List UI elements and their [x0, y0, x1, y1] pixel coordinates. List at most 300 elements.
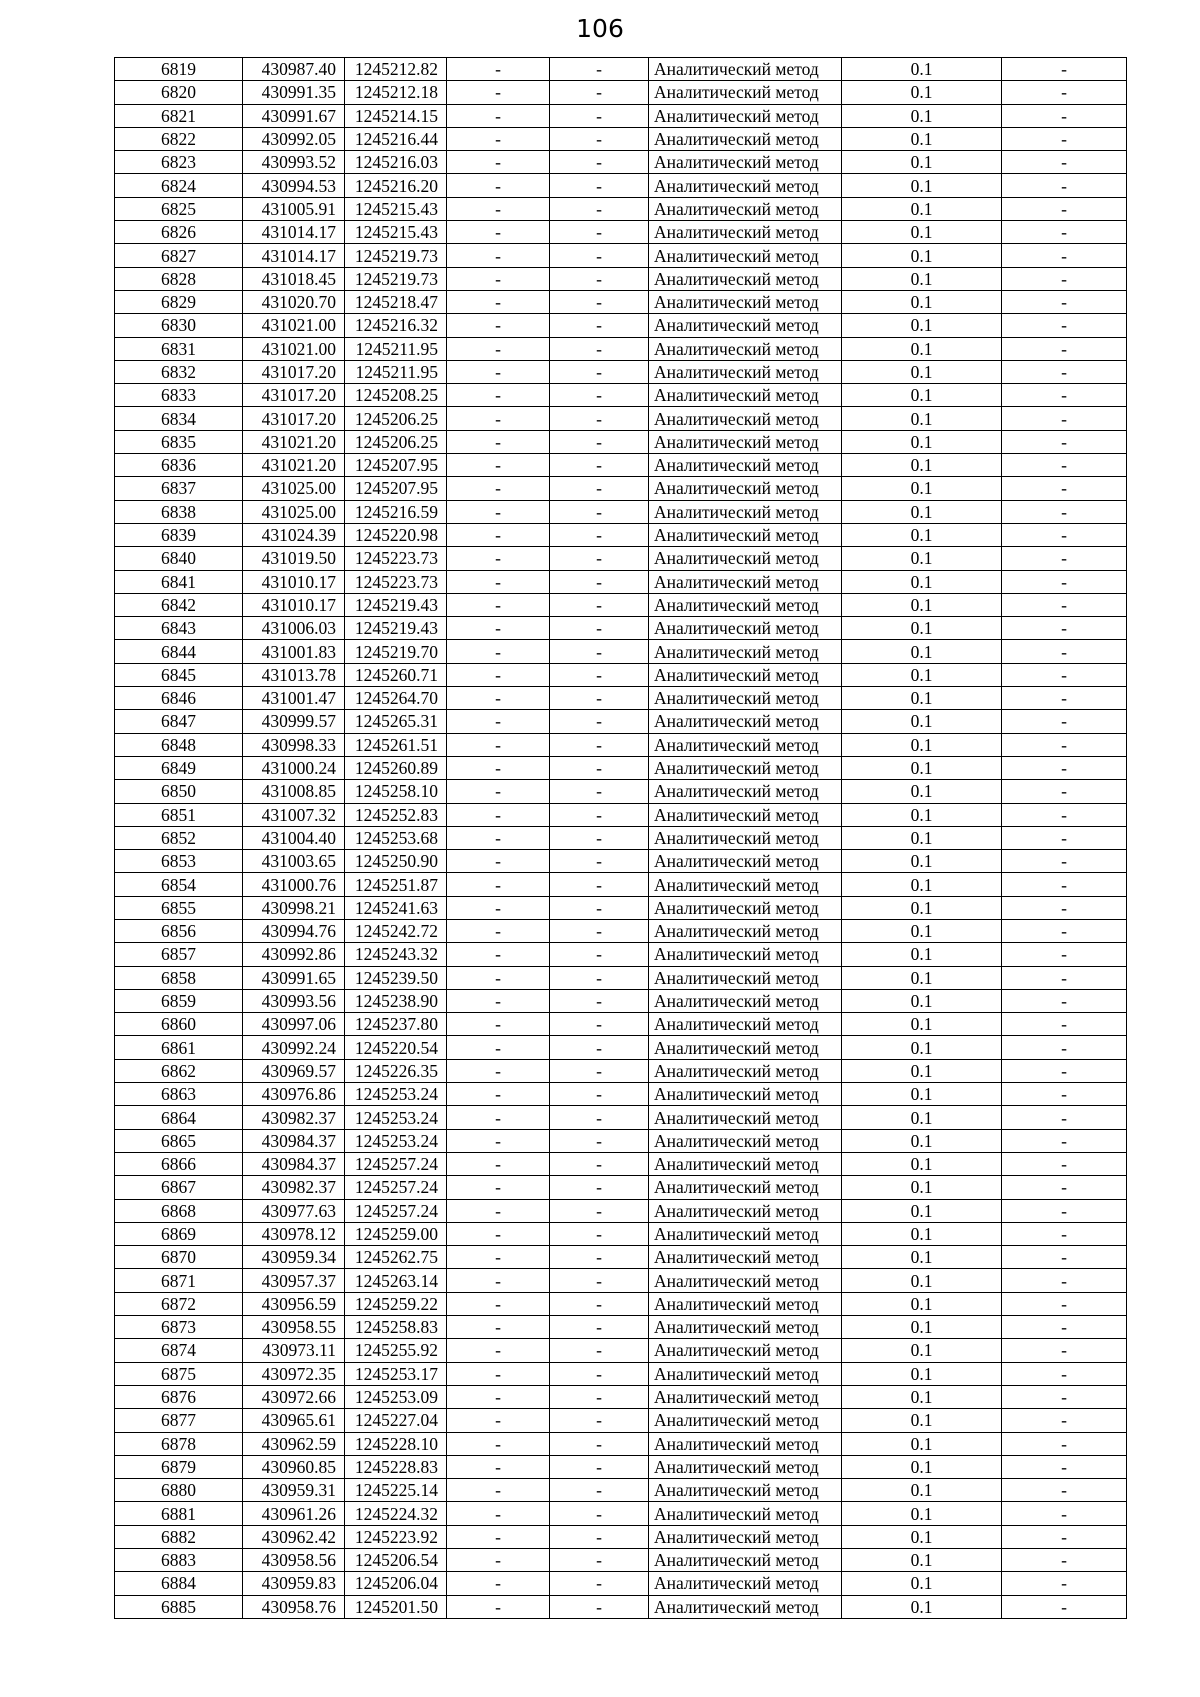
table-row	[115, 733, 1127, 756]
column-8-cell: -	[1002, 710, 1127, 733]
column-5-cell: -	[550, 1572, 649, 1595]
accuracy-cell: 0.1	[842, 221, 1002, 244]
column-8-cell: -	[1002, 1316, 1127, 1339]
y-coordinate-cell: 1245219.43	[345, 593, 447, 616]
accuracy-cell: 0.1	[842, 1222, 1002, 1245]
accuracy-cell: 0.1	[842, 1083, 1002, 1106]
column-8-cell: -	[1002, 244, 1127, 267]
accuracy-cell: 0.1	[842, 1176, 1002, 1199]
column-8-cell: -	[1002, 803, 1127, 826]
accuracy-cell: 0.1	[842, 1106, 1002, 1129]
accuracy-cell: 0.1	[842, 1246, 1002, 1269]
column-5-cell: -	[550, 197, 649, 220]
accuracy-cell: 0.1	[842, 687, 1002, 710]
table-row	[115, 1059, 1127, 1082]
column-4-cell: -	[447, 966, 550, 989]
point-number-cell: 6847	[115, 710, 243, 733]
column-5-cell: -	[550, 314, 649, 337]
method-cell: Аналитический метод	[649, 1222, 842, 1245]
point-number-cell: 6875	[115, 1362, 243, 1385]
y-coordinate-cell: 1245212.82	[345, 58, 447, 81]
column-5-cell: -	[550, 1246, 649, 1269]
method-cell: Аналитический метод	[649, 1385, 842, 1408]
table-row	[115, 151, 1127, 174]
x-coordinate-cell: 430959.83	[243, 1572, 345, 1595]
point-number-cell: 6881	[115, 1502, 243, 1525]
column-5-cell: -	[550, 547, 649, 570]
method-cell: Аналитический метод	[649, 1409, 842, 1432]
column-4-cell: -	[447, 1385, 550, 1408]
column-8-cell: -	[1002, 1083, 1127, 1106]
y-coordinate-cell: 1245219.73	[345, 244, 447, 267]
accuracy-cell: 0.1	[842, 1152, 1002, 1175]
y-coordinate-cell: 1245259.22	[345, 1292, 447, 1315]
point-number-cell: 6844	[115, 640, 243, 663]
column-4-cell: -	[447, 174, 550, 197]
column-5-cell: -	[550, 1479, 649, 1502]
method-cell: Аналитический метод	[649, 407, 842, 430]
method-cell: Аналитический метод	[649, 943, 842, 966]
x-coordinate-cell: 430984.37	[243, 1129, 345, 1152]
column-4-cell: -	[447, 1432, 550, 1455]
method-cell: Аналитический метод	[649, 430, 842, 453]
accuracy-cell: 0.1	[842, 1036, 1002, 1059]
column-4-cell: -	[447, 570, 550, 593]
accuracy-cell: 0.1	[842, 337, 1002, 360]
y-coordinate-cell: 1245211.95	[345, 337, 447, 360]
point-number-cell: 6846	[115, 687, 243, 710]
column-4-cell: -	[447, 1292, 550, 1315]
table-row	[115, 1502, 1127, 1525]
y-coordinate-cell: 1245206.25	[345, 407, 447, 430]
point-number-cell: 6830	[115, 314, 243, 337]
table-row	[115, 407, 1127, 430]
y-coordinate-cell: 1245223.92	[345, 1525, 447, 1548]
x-coordinate-cell: 431021.20	[243, 430, 345, 453]
method-cell: Аналитический метод	[649, 1129, 842, 1152]
column-8-cell: -	[1002, 943, 1127, 966]
point-number-cell: 6870	[115, 1246, 243, 1269]
table-row	[115, 570, 1127, 593]
y-coordinate-cell: 1245258.83	[345, 1316, 447, 1339]
column-8-cell: -	[1002, 360, 1127, 383]
x-coordinate-cell: 431020.70	[243, 290, 345, 313]
column-8-cell: -	[1002, 454, 1127, 477]
method-cell: Аналитический метод	[649, 896, 842, 919]
accuracy-cell: 0.1	[842, 1455, 1002, 1478]
column-4-cell: -	[447, 780, 550, 803]
x-coordinate-cell: 430960.85	[243, 1455, 345, 1478]
table-row	[115, 663, 1127, 686]
x-coordinate-cell: 431005.91	[243, 197, 345, 220]
y-coordinate-cell: 1245242.72	[345, 919, 447, 942]
x-coordinate-cell: 430999.57	[243, 710, 345, 733]
column-8-cell: -	[1002, 384, 1127, 407]
column-8-cell: -	[1002, 1362, 1127, 1385]
column-4-cell: -	[447, 756, 550, 779]
method-cell: Аналитический метод	[649, 244, 842, 267]
method-cell: Аналитический метод	[649, 290, 842, 313]
column-5-cell: -	[550, 81, 649, 104]
column-8-cell: -	[1002, 640, 1127, 663]
table-row	[115, 640, 1127, 663]
method-cell: Аналитический метод	[649, 81, 842, 104]
column-5-cell: -	[550, 1362, 649, 1385]
column-8-cell: -	[1002, 1595, 1127, 1618]
method-cell: Аналитический метод	[649, 547, 842, 570]
x-coordinate-cell: 431000.24	[243, 756, 345, 779]
point-number-cell: 6876	[115, 1385, 243, 1408]
page-number: 106	[576, 14, 624, 43]
accuracy-cell: 0.1	[842, 826, 1002, 849]
x-coordinate-cell: 431017.20	[243, 407, 345, 430]
y-coordinate-cell: 1245228.83	[345, 1455, 447, 1478]
x-coordinate-cell: 431017.20	[243, 360, 345, 383]
column-4-cell: -	[447, 197, 550, 220]
accuracy-cell: 0.1	[842, 500, 1002, 523]
column-5-cell: -	[550, 663, 649, 686]
method-cell: Аналитический метод	[649, 989, 842, 1012]
method-cell: Аналитический метод	[649, 919, 842, 942]
method-cell: Аналитический метод	[649, 617, 842, 640]
table-row	[115, 197, 1127, 220]
accuracy-cell: 0.1	[842, 896, 1002, 919]
point-number-cell: 6879	[115, 1455, 243, 1478]
column-8-cell: -	[1002, 104, 1127, 127]
x-coordinate-cell: 430993.56	[243, 989, 345, 1012]
point-number-cell: 6842	[115, 593, 243, 616]
point-number-cell: 6823	[115, 151, 243, 174]
column-5-cell: -	[550, 1199, 649, 1222]
accuracy-cell: 0.1	[842, 1549, 1002, 1572]
column-4-cell: -	[447, 267, 550, 290]
point-number-cell: 6859	[115, 989, 243, 1012]
point-number-cell: 6868	[115, 1199, 243, 1222]
column-4-cell: -	[447, 1525, 550, 1548]
column-5-cell: -	[550, 58, 649, 81]
table-row	[115, 1362, 1127, 1385]
table-row	[115, 454, 1127, 477]
column-8-cell: -	[1002, 500, 1127, 523]
column-5-cell: -	[550, 151, 649, 174]
column-8-cell: -	[1002, 873, 1127, 896]
column-8-cell: -	[1002, 430, 1127, 453]
x-coordinate-cell: 431007.32	[243, 803, 345, 826]
method-cell: Аналитический метод	[649, 151, 842, 174]
column-5-cell: -	[550, 500, 649, 523]
y-coordinate-cell: 1245206.04	[345, 1572, 447, 1595]
table-row	[115, 989, 1127, 1012]
method-cell: Аналитический метод	[649, 803, 842, 826]
y-coordinate-cell: 1245219.70	[345, 640, 447, 663]
table-row	[115, 1269, 1127, 1292]
accuracy-cell: 0.1	[842, 1362, 1002, 1385]
column-4-cell: -	[447, 803, 550, 826]
table-row	[115, 1455, 1127, 1478]
column-5-cell: -	[550, 1595, 649, 1618]
table-row	[115, 1432, 1127, 1455]
table-row	[115, 174, 1127, 197]
accuracy-cell: 0.1	[842, 547, 1002, 570]
point-number-cell: 6885	[115, 1595, 243, 1618]
column-5-cell: -	[550, 687, 649, 710]
column-8-cell: -	[1002, 1292, 1127, 1315]
table-row	[115, 1339, 1127, 1362]
column-5-cell: -	[550, 989, 649, 1012]
method-cell: Аналитический метод	[649, 58, 842, 81]
y-coordinate-cell: 1245220.54	[345, 1036, 447, 1059]
table-row	[115, 1176, 1127, 1199]
accuracy-cell: 0.1	[842, 81, 1002, 104]
y-coordinate-cell: 1245206.25	[345, 430, 447, 453]
y-coordinate-cell: 1245239.50	[345, 966, 447, 989]
point-number-cell: 6849	[115, 756, 243, 779]
method-cell: Аналитический метод	[649, 1292, 842, 1315]
column-8-cell: -	[1002, 896, 1127, 919]
column-4-cell: -	[447, 384, 550, 407]
accuracy-cell: 0.1	[842, 1339, 1002, 1362]
accuracy-cell: 0.1	[842, 1479, 1002, 1502]
accuracy-cell: 0.1	[842, 314, 1002, 337]
column-8-cell: -	[1002, 850, 1127, 873]
y-coordinate-cell: 1245252.83	[345, 803, 447, 826]
y-coordinate-cell: 1245253.17	[345, 1362, 447, 1385]
column-5-cell: -	[550, 244, 649, 267]
point-number-cell: 6851	[115, 803, 243, 826]
column-8-cell: -	[1002, 314, 1127, 337]
column-5-cell: -	[550, 1222, 649, 1245]
method-cell: Аналитический метод	[649, 570, 842, 593]
accuracy-cell: 0.1	[842, 1572, 1002, 1595]
table-row	[115, 523, 1127, 546]
y-coordinate-cell: 1245220.98	[345, 523, 447, 546]
table-row	[115, 803, 1127, 826]
x-coordinate-cell: 431013.78	[243, 663, 345, 686]
x-coordinate-cell: 430959.31	[243, 1479, 345, 1502]
table-row	[115, 314, 1127, 337]
x-coordinate-cell: 431025.00	[243, 500, 345, 523]
method-cell: Аналитический метод	[649, 1362, 842, 1385]
y-coordinate-cell: 1245261.51	[345, 733, 447, 756]
y-coordinate-cell: 1245216.20	[345, 174, 447, 197]
x-coordinate-cell: 430998.33	[243, 733, 345, 756]
method-cell: Аналитический метод	[649, 780, 842, 803]
column-4-cell: -	[447, 593, 550, 616]
accuracy-cell: 0.1	[842, 1013, 1002, 1036]
accuracy-cell: 0.1	[842, 756, 1002, 779]
point-number-cell: 6822	[115, 127, 243, 150]
x-coordinate-cell: 430991.35	[243, 81, 345, 104]
y-coordinate-cell: 1245207.95	[345, 477, 447, 500]
column-4-cell: -	[447, 1479, 550, 1502]
table-row	[115, 1385, 1127, 1408]
column-5-cell: -	[550, 1385, 649, 1408]
column-5-cell: -	[550, 1036, 649, 1059]
column-5-cell: -	[550, 943, 649, 966]
accuracy-cell: 0.1	[842, 290, 1002, 313]
column-5-cell: -	[550, 756, 649, 779]
point-number-cell: 6828	[115, 267, 243, 290]
x-coordinate-cell: 430965.61	[243, 1409, 345, 1432]
method-cell: Аналитический метод	[649, 1479, 842, 1502]
accuracy-cell: 0.1	[842, 1129, 1002, 1152]
method-cell: Аналитический метод	[649, 197, 842, 220]
x-coordinate-cell: 430977.63	[243, 1199, 345, 1222]
column-5-cell: -	[550, 1129, 649, 1152]
y-coordinate-cell: 1245258.10	[345, 780, 447, 803]
table-row	[115, 477, 1127, 500]
column-5-cell: -	[550, 290, 649, 313]
method-cell: Аналитический метод	[649, 104, 842, 127]
column-8-cell: -	[1002, 523, 1127, 546]
point-number-cell: 6880	[115, 1479, 243, 1502]
table-row	[115, 1222, 1127, 1245]
x-coordinate-cell: 431000.76	[243, 873, 345, 896]
point-number-cell: 6833	[115, 384, 243, 407]
column-5-cell: -	[550, 1083, 649, 1106]
column-4-cell: -	[447, 1013, 550, 1036]
accuracy-cell: 0.1	[842, 663, 1002, 686]
accuracy-cell: 0.1	[842, 850, 1002, 873]
y-coordinate-cell: 1245259.00	[345, 1222, 447, 1245]
y-coordinate-cell: 1245260.89	[345, 756, 447, 779]
x-coordinate-cell: 430992.05	[243, 127, 345, 150]
table-row	[115, 966, 1127, 989]
method-cell: Аналитический метод	[649, 1269, 842, 1292]
column-4-cell: -	[447, 733, 550, 756]
column-8-cell: -	[1002, 127, 1127, 150]
point-number-cell: 6829	[115, 290, 243, 313]
y-coordinate-cell: 1245223.73	[345, 570, 447, 593]
accuracy-cell: 0.1	[842, 710, 1002, 733]
x-coordinate-cell: 431001.47	[243, 687, 345, 710]
x-coordinate-cell: 430993.52	[243, 151, 345, 174]
column-8-cell: -	[1002, 174, 1127, 197]
x-coordinate-cell: 430982.37	[243, 1106, 345, 1129]
method-cell: Аналитический метод	[649, 1502, 842, 1525]
point-number-cell: 6850	[115, 780, 243, 803]
x-coordinate-cell: 431021.20	[243, 454, 345, 477]
method-cell: Аналитический метод	[649, 1083, 842, 1106]
method-cell: Аналитический метод	[649, 663, 842, 686]
method-cell: Аналитический метод	[649, 1059, 842, 1082]
column-5-cell: -	[550, 407, 649, 430]
table-row	[115, 826, 1127, 849]
point-number-cell: 6867	[115, 1176, 243, 1199]
x-coordinate-cell: 430962.59	[243, 1432, 345, 1455]
x-coordinate-cell: 431024.39	[243, 523, 345, 546]
x-coordinate-cell: 430991.65	[243, 966, 345, 989]
y-coordinate-cell: 1245253.24	[345, 1083, 447, 1106]
method-cell: Аналитический метод	[649, 1572, 842, 1595]
x-coordinate-cell: 430998.21	[243, 896, 345, 919]
column-5-cell: -	[550, 1292, 649, 1315]
column-8-cell: -	[1002, 1385, 1127, 1408]
column-4-cell: -	[447, 1572, 550, 1595]
accuracy-cell: 0.1	[842, 360, 1002, 383]
point-number-cell: 6883	[115, 1549, 243, 1572]
accuracy-cell: 0.1	[842, 617, 1002, 640]
method-cell: Аналитический метод	[649, 733, 842, 756]
table-row	[115, 919, 1127, 942]
column-8-cell: -	[1002, 593, 1127, 616]
x-coordinate-cell: 431010.17	[243, 570, 345, 593]
accuracy-cell: 0.1	[842, 1316, 1002, 1339]
accuracy-cell: 0.1	[842, 244, 1002, 267]
x-coordinate-cell: 431008.85	[243, 780, 345, 803]
table-row	[115, 1316, 1127, 1339]
x-coordinate-cell: 430994.76	[243, 919, 345, 942]
table-row	[115, 127, 1127, 150]
method-cell: Аналитический метод	[649, 174, 842, 197]
point-number-cell: 6827	[115, 244, 243, 267]
y-coordinate-cell: 1245201.50	[345, 1595, 447, 1618]
point-number-cell: 6878	[115, 1432, 243, 1455]
column-5-cell: -	[550, 523, 649, 546]
column-4-cell: -	[447, 314, 550, 337]
column-5-cell: -	[550, 477, 649, 500]
method-cell: Аналитический метод	[649, 1246, 842, 1269]
table-row	[115, 81, 1127, 104]
column-4-cell: -	[447, 1455, 550, 1478]
table-row	[115, 1479, 1127, 1502]
x-coordinate-cell: 430957.37	[243, 1269, 345, 1292]
y-coordinate-cell: 1245206.54	[345, 1549, 447, 1572]
y-coordinate-cell: 1245251.87	[345, 873, 447, 896]
y-coordinate-cell: 1245214.15	[345, 104, 447, 127]
column-5-cell: -	[550, 919, 649, 942]
accuracy-cell: 0.1	[842, 780, 1002, 803]
point-number-cell: 6821	[115, 104, 243, 127]
column-5-cell: -	[550, 710, 649, 733]
x-coordinate-cell: 430978.12	[243, 1222, 345, 1245]
table-row	[115, 430, 1127, 453]
point-number-cell: 6834	[115, 407, 243, 430]
column-4-cell: -	[447, 687, 550, 710]
table-row	[115, 850, 1127, 873]
column-8-cell: -	[1002, 221, 1127, 244]
x-coordinate-cell: 430992.86	[243, 943, 345, 966]
column-4-cell: -	[447, 290, 550, 313]
y-coordinate-cell: 1245238.90	[345, 989, 447, 1012]
column-4-cell: -	[447, 244, 550, 267]
table-row	[115, 500, 1127, 523]
y-coordinate-cell: 1245250.90	[345, 850, 447, 873]
method-cell: Аналитический метод	[649, 1316, 842, 1339]
column-8-cell: -	[1002, 687, 1127, 710]
y-coordinate-cell: 1245216.32	[345, 314, 447, 337]
table-row	[115, 710, 1127, 733]
x-coordinate-cell: 430997.06	[243, 1013, 345, 1036]
x-coordinate-cell: 431019.50	[243, 547, 345, 570]
x-coordinate-cell: 431021.00	[243, 314, 345, 337]
x-coordinate-cell: 431014.17	[243, 221, 345, 244]
column-8-cell: -	[1002, 1246, 1127, 1269]
column-8-cell: -	[1002, 780, 1127, 803]
column-8-cell: -	[1002, 1176, 1127, 1199]
table-row	[115, 104, 1127, 127]
method-cell: Аналитический метод	[649, 454, 842, 477]
column-8-cell: -	[1002, 826, 1127, 849]
column-4-cell: -	[447, 523, 550, 546]
point-number-cell: 6882	[115, 1525, 243, 1548]
column-5-cell: -	[550, 733, 649, 756]
accuracy-cell: 0.1	[842, 151, 1002, 174]
point-number-cell: 6838	[115, 500, 243, 523]
column-5-cell: -	[550, 1455, 649, 1478]
table-row	[115, 1083, 1127, 1106]
column-8-cell: -	[1002, 337, 1127, 360]
